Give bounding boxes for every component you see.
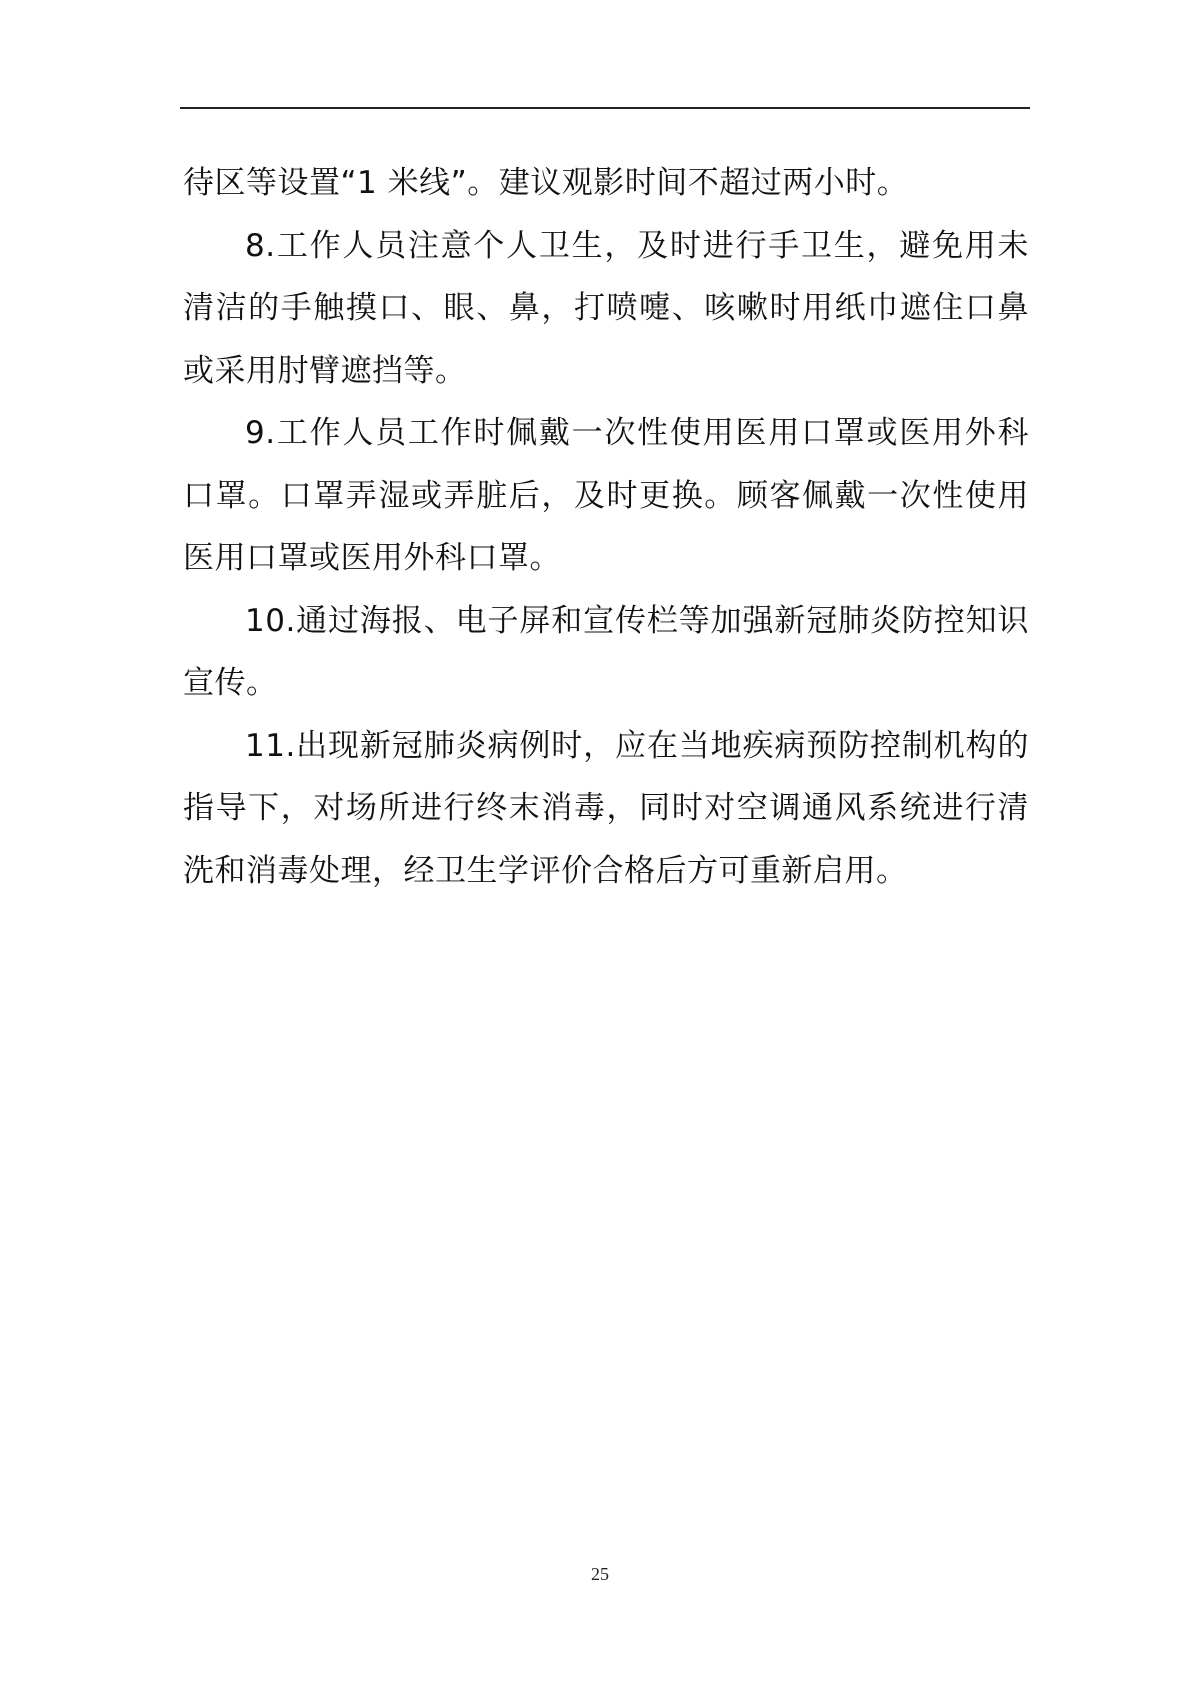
paragraph-item-10: 10.通过海报、电子屏和宣传栏等加强新冠肺炎防控知识宣传。 (183, 602, 1029, 701)
page-number: 25 (591, 1564, 609, 1584)
paragraph-continuation: 待区等设置“1 米线”。建议观影时间不超过两小时。 (183, 165, 909, 201)
header-rule (180, 107, 1030, 109)
paragraph-item-9: 9.工作人员工作时佩戴一次性使用医用口罩或医用外科口罩。口罩弄湿或弄脏后，及时更换。顾客佩戴一次性使用医用口罩或医用外科口罩。 (183, 415, 1029, 576)
paragraph-item-11: 11.出现新冠肺炎病例时，应在当地疾病预防控制机构的指导下，对场所进行终末消毒，同时对空调通风系统进行清洗和消毒处理，经卫生学评价合格后方可重新启用。 (183, 727, 1029, 889)
document-body (183, 152, 1029, 902)
paragraph-item-8: 8.工作人员注意个人卫生，及时进行手卫生，避免用未清洁的手触摸口、眼、鼻，打喷嚏、咳嗽时用纸巾遮住口鼻或采用肘臂遮挡等。 (183, 227, 1029, 389)
